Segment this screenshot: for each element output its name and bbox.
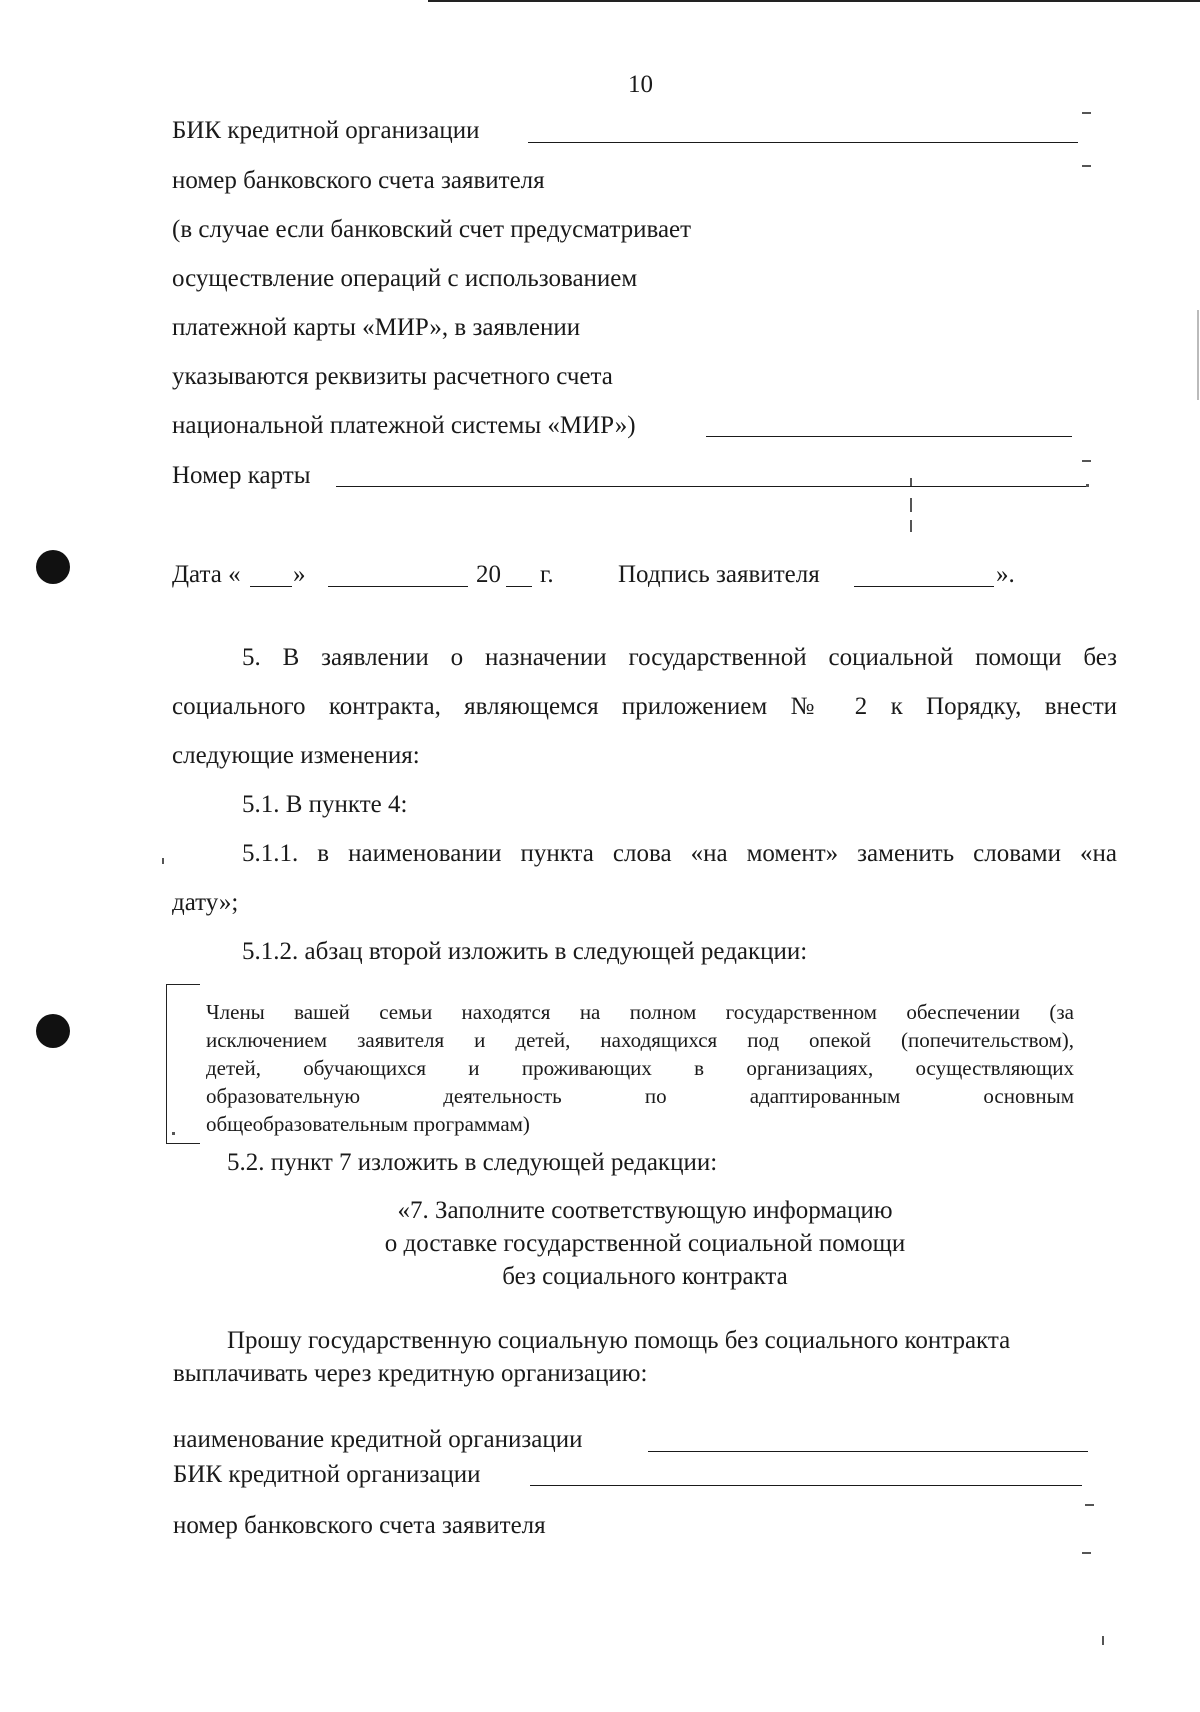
form-heading-line: «7. Заполните соответствующую информацию: [397, 1197, 893, 1224]
item-5-1-2: 5.1.2. абзац второй изложить в следующей редакции:: [242, 938, 808, 965]
account-note-line: указываются реквизиты расчетного счета: [172, 363, 613, 390]
bank-name-blank[interactable]: [648, 1451, 1088, 1452]
scan-mark: [910, 478, 912, 486]
account-label-2: номер банковского счета заявителя: [173, 1512, 546, 1539]
punch-hole: [36, 550, 70, 584]
account-label: номер банковского счета заявителя: [172, 167, 545, 194]
request-line: Прошу государственную социальную помощь без социального контракта: [227, 1327, 1011, 1354]
card-blank-line[interactable]: [336, 486, 1086, 487]
page-number: 10: [628, 71, 653, 98]
section5-line: социального контракта, являющемся приложением № 2 к Порядку, внести: [172, 693, 1117, 720]
scan-mark: [910, 498, 912, 512]
bik-label-2: БИК кредитной организации: [173, 1461, 481, 1488]
quote-line: образовательную деятельность по адаптированным основным: [206, 1084, 1074, 1108]
quote-line: детей, обучающихся и проживающих в организациях, осуществляющих: [206, 1056, 1074, 1080]
signature-close: ».: [996, 561, 1015, 588]
date-label: Дата «: [172, 561, 241, 588]
punch-hole: [36, 1014, 70, 1048]
quote-line: общеобразовательным программам): [206, 1112, 530, 1136]
bank-name-label: наименование кредитной организации: [173, 1426, 583, 1453]
request-line: выплачивать через кредитную организацию:: [173, 1360, 648, 1387]
item-5-1-1-line1: 5.1.1. в наименовании пункта слова «на момент» заменить словами «на: [242, 840, 1117, 867]
section5-line: 5. В заявлении о назначении государственной социальной помощи без: [242, 644, 1117, 671]
item-5-1: 5.1. В пункте 4:: [242, 791, 408, 818]
bik-blank-line[interactable]: [528, 142, 1078, 143]
form-heading-line: без социального контракта: [502, 1263, 788, 1290]
signature-blank[interactable]: [854, 586, 994, 587]
bik-label: БИК кредитной организации: [172, 117, 480, 144]
scan-mark: [1082, 460, 1091, 462]
quote-bracket: [166, 984, 200, 1144]
scan-mark: [162, 858, 164, 864]
scan-mark: [1082, 112, 1091, 114]
account-note-line: платежной карты «МИР», в заявлении: [172, 314, 581, 341]
account-note-line: осуществление операций с использованием: [172, 265, 638, 292]
year-suffix: г.: [540, 561, 554, 588]
year-prefix: 20: [476, 561, 501, 588]
scan-mark: [1086, 484, 1089, 487]
scan-mark: [1082, 1552, 1091, 1554]
item-5-1-1-line2: дату»;: [172, 889, 239, 916]
scan-mark: [1082, 165, 1091, 167]
date-month-blank[interactable]: [328, 586, 468, 587]
scan-mark: [172, 1132, 175, 1135]
scan-mark: [1085, 1504, 1094, 1506]
bik-blank-2[interactable]: [530, 1485, 1082, 1486]
account-note-line: (в случае если банковский счет предусматривает: [172, 216, 692, 243]
scan-edge: [1197, 310, 1199, 400]
account-blank-line[interactable]: [706, 436, 1072, 437]
date-day-blank[interactable]: [250, 586, 292, 587]
section5-line: следующие изменения:: [172, 742, 420, 769]
account-note-line: национальной платежной системы «МИР»): [172, 412, 636, 439]
quote-line: Члены вашей семьи находятся на полном государственном обеспечении (за: [206, 1000, 1074, 1024]
date-close-quote: »: [293, 561, 306, 588]
quote-line: исключением заявителя и детей, находящихся под опекой (попечительством),: [206, 1028, 1074, 1052]
item-5-2: 5.2. пункт 7 изложить в следующей редакции:: [227, 1149, 718, 1176]
card-label: Номер карты: [172, 462, 311, 489]
form-heading-line: о доставке государственной социальной помощи: [384, 1230, 906, 1257]
year-blank[interactable]: [506, 586, 532, 587]
signature-label: Подпись заявителя: [618, 561, 820, 588]
scan-mark: [1102, 1636, 1104, 1645]
top-border-line: [428, 0, 1200, 2]
scan-mark: [910, 520, 912, 532]
